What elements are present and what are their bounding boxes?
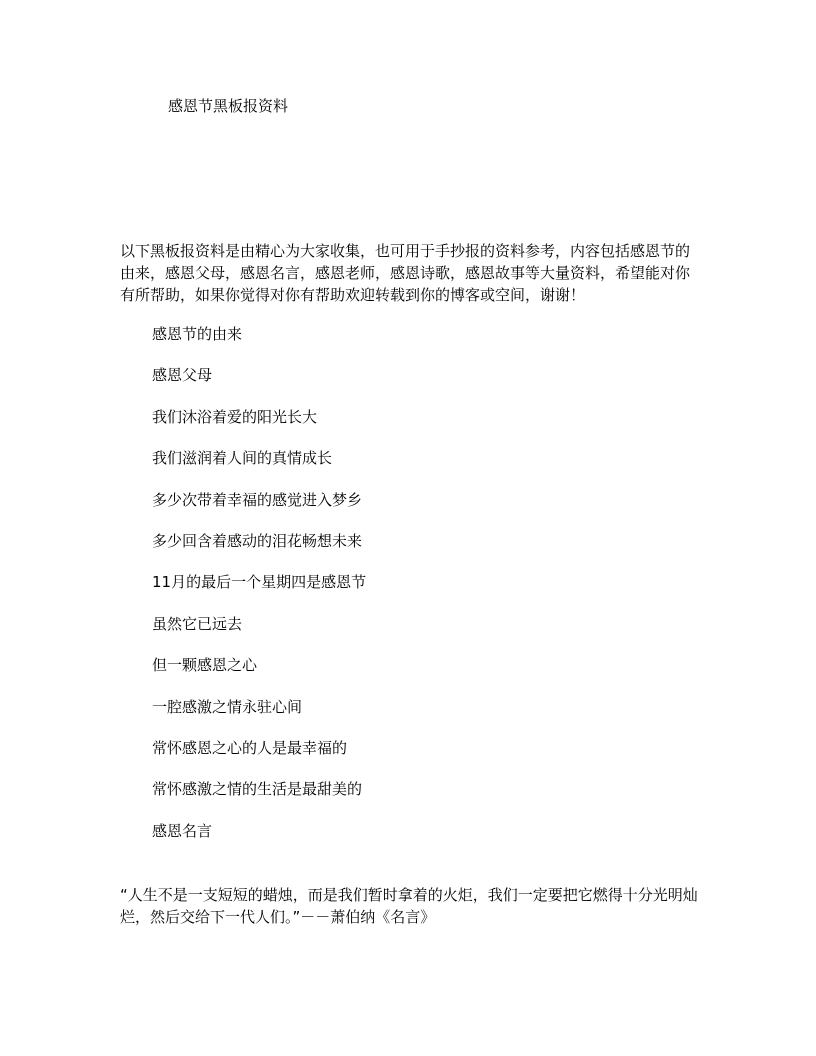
quote-paragraph: “人生不是一支短短的蜡烛，而是我们暂时拿着的火炬，我们一定要把它燃得十分光明灿烂，然后交给下一代人们。”－－萧伯纳《名言》 <box>120 886 698 926</box>
poem-line: 我们沐浴着爱的阳光长大 <box>152 407 318 426</box>
poem-lines <box>152 324 366 862</box>
line-quotes-heading: 感恩名言 <box>152 821 213 840</box>
document-title: 感恩节黑板报资料 <box>168 97 289 115</box>
poem-line: 多少回含着感动的泪花畅想未来 <box>152 531 363 550</box>
line-parents-heading: 感恩父母 <box>152 366 213 385</box>
poem-line: 多少次带着幸福的感觉进入梦乡 <box>152 490 363 509</box>
poem-line: 11月的最后一个星期四是感恩节 <box>152 573 367 592</box>
intro-paragraph: 以下黑板报资料是由精心为大家收集，也可用于手抄报的资料参考，内容包括感恩节的由来，感恩父母，感恩名言，感恩老师，感恩诗歌，感恩故事等大量资料，希望能对你有所帮助，如果你觉得对你有帮助欢迎转载到你的博客或空间，谢谢！ <box>120 242 691 304</box>
poem-line: 常怀感激之情的生活是最甜美的 <box>152 780 363 799</box>
poem-line: 我们滋润着人间的真情成长 <box>152 449 333 468</box>
poem-line: 常怀感恩之心的人是最幸福的 <box>152 738 348 757</box>
line-origin-heading: 感恩节的由来 <box>152 325 243 343</box>
poem-line: 但一颗感恩之心 <box>152 656 258 675</box>
poem-line: 虽然它已远去 <box>152 614 243 633</box>
poem-line: 一腔感激之情永驻心间 <box>152 697 303 716</box>
